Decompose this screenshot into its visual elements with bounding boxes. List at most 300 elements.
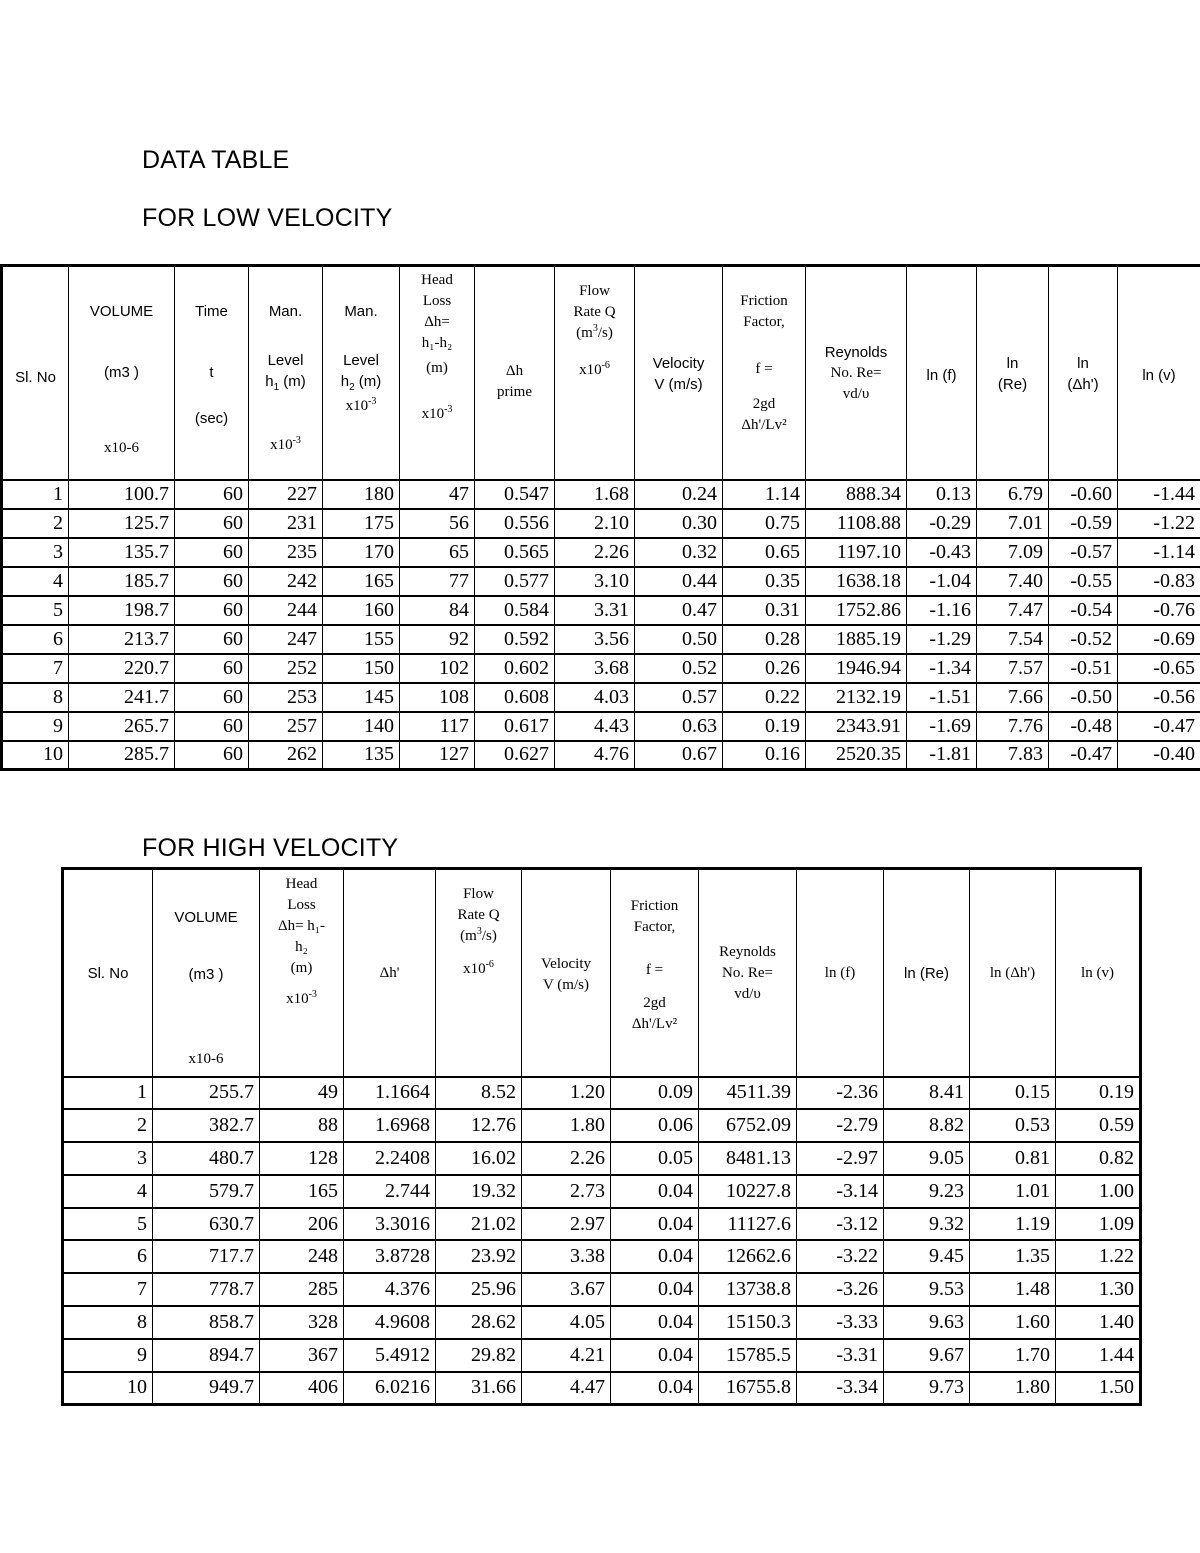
low-table-cell: 244 <box>249 596 323 625</box>
low-table-cell: 155 <box>323 625 400 654</box>
low-table-cell: 125.7 <box>69 509 175 538</box>
low-table-cell: -0.40 <box>1118 741 1200 770</box>
high-table-cell: 9.45 <box>884 1240 970 1273</box>
high-lnre-label: ln (Re) <box>903 965 949 982</box>
high-table-cell: 5.4912 <box>344 1339 436 1372</box>
high-table-cell: 12.76 <box>436 1109 522 1142</box>
high-header-lndh <box>970 869 1056 1077</box>
low-table-cell: 3.31 <box>555 596 635 625</box>
high-table-cell: 0.04 <box>611 1339 699 1372</box>
high-table-cell: 1.60 <box>970 1306 1056 1339</box>
low-lnre-line1: ln <box>1006 355 1019 372</box>
low-table-cell: 7.57 <box>977 654 1049 683</box>
low-table-cell: 227 <box>249 480 323 509</box>
high-table-cell: 0.04 <box>611 1240 699 1273</box>
low-table-cell: 145 <box>323 683 400 712</box>
low-table-cell: -1.69 <box>907 712 977 741</box>
low-header-headloss <box>400 266 475 480</box>
high-table-cell: 0.05 <box>611 1142 699 1175</box>
high-table-cell: 10 <box>63 1372 153 1405</box>
high-table-cell: 248 <box>260 1240 344 1273</box>
low-table-cell: 0.24 <box>635 480 723 509</box>
low-table-cell: -1.44 <box>1118 480 1200 509</box>
low-table-cell: 0.31 <box>723 596 806 625</box>
high-table-row <box>63 1240 1141 1273</box>
high-flow-unit-exp: 3 <box>476 926 482 937</box>
low-header-lndh <box>1049 266 1118 480</box>
high-header-reynolds <box>699 869 797 1077</box>
low-table-cell: 1108.88 <box>806 509 907 538</box>
low-man1-symbol: h <box>265 373 274 390</box>
high-table-cell: 1.6968 <box>344 1109 436 1142</box>
low-table-cell: -1.22 <box>1118 509 1200 538</box>
high-table-cell: 3.67 <box>522 1273 611 1306</box>
low-friction-line1: Friction <box>740 293 788 309</box>
high-flow-mult: x10 <box>463 961 486 977</box>
high-table-cell: 1.50 <box>1056 1372 1141 1405</box>
high-dh-label: Δh' <box>379 965 400 981</box>
low-table-cell: 888.34 <box>806 480 907 509</box>
high-table-cell: 1.80 <box>522 1109 611 1142</box>
low-table-cell: 60 <box>175 480 249 509</box>
high-table-cell: 9.32 <box>884 1208 970 1241</box>
low-header-dh-prime <box>475 266 555 480</box>
high-friction-num: 2gd <box>643 995 666 1011</box>
high-table-cell: 16755.8 <box>699 1372 797 1405</box>
high-table-cell: 6.0216 <box>344 1372 436 1405</box>
low-flow-exp: -6 <box>601 360 610 371</box>
high-table-cell: 0.53 <box>970 1109 1056 1142</box>
high-table-cell: 8.52 <box>436 1077 522 1110</box>
low-table-cell: 4.76 <box>555 741 635 770</box>
high-table-cell: 1.00 <box>1056 1175 1141 1208</box>
low-table-cell: 117 <box>400 712 475 741</box>
low-table-cell: 60 <box>175 538 249 567</box>
low-header-man2 <box>323 266 400 480</box>
low-table-cell: 185.7 <box>69 567 175 596</box>
low-table-row <box>2 741 1200 770</box>
low-table-row <box>2 480 1200 509</box>
low-table-cell: -1.51 <box>907 683 977 712</box>
high-table-row <box>63 1273 1141 1306</box>
high-table-cell: 0.19 <box>1056 1077 1141 1110</box>
low-table-cell: 213.7 <box>69 625 175 654</box>
low-table-cell: 0.602 <box>475 654 555 683</box>
low-table-row <box>2 683 1200 712</box>
low-table-cell: 4.03 <box>555 683 635 712</box>
high-lnf-label: ln (f) <box>824 965 856 981</box>
high-table-row <box>63 1372 1141 1405</box>
low-table-cell: 47 <box>400 480 475 509</box>
high-table-cell: 778.7 <box>153 1273 260 1306</box>
high-table-cell: 579.7 <box>153 1175 260 1208</box>
high-headloss-unit: (m) <box>290 960 313 976</box>
low-header-sl-label: Sl. No <box>15 369 56 387</box>
page-title: DATA TABLE <box>142 146 290 174</box>
low-table-cell: 1 <box>2 480 69 509</box>
high-table-row <box>63 1339 1141 1372</box>
low-table-cell: 165 <box>323 567 400 596</box>
low-table-body <box>2 480 1200 770</box>
low-table-cell: 100.7 <box>69 480 175 509</box>
high-header-friction <box>611 869 699 1077</box>
high-table-cell: 285 <box>260 1273 344 1306</box>
low-man2-exp: -3 <box>368 396 377 407</box>
low-header-volume <box>69 266 175 480</box>
low-table-cell: 252 <box>249 654 323 683</box>
low-man2-symbol: h <box>340 373 350 390</box>
low-volume-label: VOLUME <box>89 303 154 320</box>
high-table-cell: 25.96 <box>436 1273 522 1306</box>
low-table-row <box>2 538 1200 567</box>
low-table-cell: -0.76 <box>1118 596 1200 625</box>
high-table-cell: 1.80 <box>970 1372 1056 1405</box>
low-table-cell: 1638.18 <box>806 567 907 596</box>
high-table-cell: 0.59 <box>1056 1109 1141 1142</box>
high-table-cell: 8.82 <box>884 1109 970 1142</box>
high-header-row <box>63 869 1141 1077</box>
high-table-cell: 2.26 <box>522 1142 611 1175</box>
low-table-cell: 0.50 <box>635 625 723 654</box>
high-table-row <box>63 1142 1141 1175</box>
low-table-cell: -0.29 <box>907 509 977 538</box>
low-table-cell: 0.28 <box>723 625 806 654</box>
low-table-cell: 0.75 <box>723 509 806 538</box>
high-table-cell: 1.40 <box>1056 1306 1141 1339</box>
high-table-cell: 630.7 <box>153 1208 260 1241</box>
low-table-cell: 60 <box>175 567 249 596</box>
low-table-cell: 235 <box>249 538 323 567</box>
high-table-cell: 480.7 <box>153 1142 260 1175</box>
high-header-dh <box>344 869 436 1077</box>
low-table-cell: 4.43 <box>555 712 635 741</box>
high-velocity-table <box>61 867 1142 1406</box>
low-table-cell: 0.63 <box>635 712 723 741</box>
low-dh-label: Δh <box>505 363 524 379</box>
high-table-cell: 13738.8 <box>699 1273 797 1306</box>
low-table-cell: -0.43 <box>907 538 977 567</box>
high-table-cell: 0.09 <box>611 1077 699 1110</box>
low-dh-prime-label: prime <box>497 384 532 400</box>
low-header-velocity <box>635 266 723 480</box>
high-table-cell: 8481.13 <box>699 1142 797 1175</box>
low-table-cell: 135 <box>323 741 400 770</box>
low-man1-label: Man. <box>268 303 303 320</box>
low-table-cell: 150 <box>323 654 400 683</box>
low-velocity-line1: Velocity <box>652 355 705 372</box>
low-table-cell: 0.19 <box>723 712 806 741</box>
low-table-cell: 285.7 <box>69 741 175 770</box>
low-table-cell: -0.56 <box>1118 683 1200 712</box>
low-table-cell: 9 <box>2 712 69 741</box>
low-table-cell: 265.7 <box>69 712 175 741</box>
high-table-cell: 49 <box>260 1077 344 1110</box>
high-reynolds-line3: vd/υ <box>734 986 761 1002</box>
high-friction-den: Δh'/Lv² <box>631 1016 678 1032</box>
high-table-cell: -2.97 <box>797 1142 884 1175</box>
low-table-cell: 0.565 <box>475 538 555 567</box>
low-table-cell: 10 <box>2 741 69 770</box>
high-headloss-mult: x10 <box>286 991 309 1007</box>
high-reynolds-line1: Reynolds <box>719 944 776 960</box>
high-table-cell: 1.01 <box>970 1175 1056 1208</box>
low-table-cell: 60 <box>175 596 249 625</box>
high-table-cell: 328 <box>260 1306 344 1339</box>
high-table-cell: 3.3016 <box>344 1208 436 1241</box>
low-headloss-mult: x10 <box>421 406 445 422</box>
low-velocity-table <box>0 264 1200 771</box>
low-table-cell: 175 <box>323 509 400 538</box>
low-table-cell: 3 <box>2 538 69 567</box>
high-velocity-line1: Velocity <box>541 956 591 972</box>
high-table-cell: 0.82 <box>1056 1142 1141 1175</box>
high-table-cell: 9.23 <box>884 1175 970 1208</box>
high-table-cell: -3.12 <box>797 1208 884 1241</box>
low-table-cell: 0.13 <box>907 480 977 509</box>
low-table-cell: 231 <box>249 509 323 538</box>
low-table-row <box>2 712 1200 741</box>
low-table-cell: 1.68 <box>555 480 635 509</box>
low-table-cell: 0.30 <box>635 509 723 538</box>
low-table-cell: -0.83 <box>1118 567 1200 596</box>
low-table-cell: 1197.10 <box>806 538 907 567</box>
high-table-cell: 949.7 <box>153 1372 260 1405</box>
low-table-row <box>2 509 1200 538</box>
high-table-cell: 7 <box>63 1273 153 1306</box>
high-table-cell: 858.7 <box>153 1306 260 1339</box>
low-table-cell: 3.10 <box>555 567 635 596</box>
low-flow-mult: x10 <box>579 362 602 378</box>
high-table-row <box>63 1175 1141 1208</box>
high-table-cell: 2 <box>63 1109 153 1142</box>
high-table-cell: 31.66 <box>436 1372 522 1405</box>
high-table-cell: 382.7 <box>153 1109 260 1142</box>
low-man2-mult: x10 <box>345 398 369 414</box>
high-friction-line2: Factor, <box>633 919 676 935</box>
high-flow-unit-end: /s) <box>481 928 497 944</box>
low-table-cell: -1.29 <box>907 625 977 654</box>
low-velocity-heading: FOR LOW VELOCITY <box>142 204 393 232</box>
low-table-cell: 60 <box>175 654 249 683</box>
high-reynolds-line2: No. Re= <box>722 965 773 981</box>
high-table-cell: 10227.8 <box>699 1175 797 1208</box>
low-table-cell: -0.52 <box>1049 625 1118 654</box>
low-table-cell: 0.32 <box>635 538 723 567</box>
low-table-cell: -1.16 <box>907 596 977 625</box>
low-table-cell: 198.7 <box>69 596 175 625</box>
low-table-cell: 0.556 <box>475 509 555 538</box>
high-table-cell: 11127.6 <box>699 1208 797 1241</box>
low-table-cell: 0.608 <box>475 683 555 712</box>
high-table-cell: -3.34 <box>797 1372 884 1405</box>
low-table-cell: 3.56 <box>555 625 635 654</box>
low-friction-line2: Factor, <box>743 314 785 330</box>
high-table-body <box>63 1077 1141 1405</box>
high-header-volume <box>153 869 260 1077</box>
low-table-cell: 2343.91 <box>806 712 907 741</box>
high-flow-line1: Flow <box>463 886 494 902</box>
low-table-row <box>2 625 1200 654</box>
low-header-friction <box>723 266 806 480</box>
low-header-reynolds <box>806 266 907 480</box>
low-flow-unit-end: /s) <box>597 325 613 341</box>
high-lnv-label: ln (v) <box>1081 965 1114 981</box>
low-header-lnv <box>1118 266 1200 480</box>
low-table-cell: 242 <box>249 567 323 596</box>
high-table-cell: 8 <box>63 1306 153 1339</box>
high-table-cell: 9.63 <box>884 1306 970 1339</box>
high-table-cell: 1.20 <box>522 1077 611 1110</box>
low-table-cell: 60 <box>175 625 249 654</box>
high-header-flow <box>436 869 522 1077</box>
high-table-cell: 165 <box>260 1175 344 1208</box>
high-headloss-line2: Loss <box>287 897 316 913</box>
low-table-cell: -1.81 <box>907 741 977 770</box>
low-table-cell: 0.44 <box>635 567 723 596</box>
low-table-cell: 2 <box>2 509 69 538</box>
low-table-cell: 1885.19 <box>806 625 907 654</box>
low-table-cell: 5 <box>2 596 69 625</box>
high-headloss-line3: Δh= h₁- <box>277 918 326 934</box>
low-table-row <box>2 654 1200 683</box>
low-header-lnre <box>977 266 1049 480</box>
low-table-cell: 77 <box>400 567 475 596</box>
high-table-cell: 894.7 <box>153 1339 260 1372</box>
low-table-cell: 247 <box>249 625 323 654</box>
low-man2-level: Level <box>343 352 379 369</box>
low-headloss-line2: Loss <box>422 293 452 309</box>
low-table-cell: 108 <box>400 683 475 712</box>
high-flow-unit: (m <box>460 928 477 944</box>
high-table-cell: -3.22 <box>797 1240 884 1273</box>
high-table-cell: 12662.6 <box>699 1240 797 1273</box>
high-table-cell: 255.7 <box>153 1077 260 1110</box>
high-table-cell: 2.744 <box>344 1175 436 1208</box>
low-table-cell: 0.592 <box>475 625 555 654</box>
high-header-lnre <box>884 869 970 1077</box>
low-table-cell: 2520.35 <box>806 741 907 770</box>
low-table-cell: 2.10 <box>555 509 635 538</box>
low-table-cell: 170 <box>323 538 400 567</box>
low-flow-line2: Rate Q <box>573 304 616 320</box>
high-table-cell: 4 <box>63 1175 153 1208</box>
low-header-flow <box>555 266 635 480</box>
low-header-sl <box>2 266 69 480</box>
low-table-cell: 0.57 <box>635 683 723 712</box>
high-table-cell: 1.44 <box>1056 1339 1141 1372</box>
low-table-cell: 0.22 <box>723 683 806 712</box>
high-header-velocity <box>522 869 611 1077</box>
high-table-cell: 4.9608 <box>344 1306 436 1339</box>
low-table-cell: -0.48 <box>1049 712 1118 741</box>
high-table-cell: 3.38 <box>522 1240 611 1273</box>
low-table-cell: -0.54 <box>1049 596 1118 625</box>
high-velocity-line2: V (m/s) <box>543 977 589 993</box>
high-table-cell: 8.41 <box>884 1077 970 1110</box>
high-headloss-line4: h₂ <box>295 939 308 955</box>
low-table-cell: 6.79 <box>977 480 1049 509</box>
low-table-cell: -1.34 <box>907 654 977 683</box>
low-table-cell: 0.617 <box>475 712 555 741</box>
high-table-cell: 6 <box>63 1240 153 1273</box>
low-volume-mult: x10-6 <box>104 440 139 456</box>
high-table-cell: 128 <box>260 1142 344 1175</box>
high-table-cell: 6752.09 <box>699 1109 797 1142</box>
high-table-cell: 9.53 <box>884 1273 970 1306</box>
high-table-cell: -3.33 <box>797 1306 884 1339</box>
high-table-cell: 0.81 <box>970 1142 1056 1175</box>
low-table-cell: -0.47 <box>1049 741 1118 770</box>
high-table-cell: 0.15 <box>970 1077 1056 1110</box>
high-table-cell: 406 <box>260 1372 344 1405</box>
low-table-cell: -1.04 <box>907 567 977 596</box>
low-table-cell: -0.65 <box>1118 654 1200 683</box>
high-table-cell: 9 <box>63 1339 153 1372</box>
high-table-cell: 15785.5 <box>699 1339 797 1372</box>
low-table-row <box>2 567 1200 596</box>
low-table-cell: 220.7 <box>69 654 175 683</box>
low-table-cell: 7.54 <box>977 625 1049 654</box>
low-reynolds-line1: Reynolds <box>824 344 888 361</box>
low-table-cell: 0.627 <box>475 741 555 770</box>
low-lnre-line2: (Re) <box>997 376 1028 393</box>
low-table-cell: 0.52 <box>635 654 723 683</box>
low-table-cell: 140 <box>323 712 400 741</box>
high-table-cell: 0.04 <box>611 1273 699 1306</box>
high-table-cell: 3 <box>63 1142 153 1175</box>
low-table-cell: 60 <box>175 509 249 538</box>
high-velocity-heading: FOR HIGH VELOCITY <box>142 834 399 862</box>
high-table-cell: 4.47 <box>522 1372 611 1405</box>
low-table-cell: -0.55 <box>1049 567 1118 596</box>
low-time-symbol: t <box>209 364 214 381</box>
low-flow-unit: (m <box>576 325 593 341</box>
high-table-cell: 4.376 <box>344 1273 436 1306</box>
high-table-cell: -2.79 <box>797 1109 884 1142</box>
low-table-cell: 65 <box>400 538 475 567</box>
low-man2-label: Man. <box>344 303 378 320</box>
low-table-cell: 60 <box>175 741 249 770</box>
low-table-cell: 257 <box>249 712 323 741</box>
high-headloss-line1: Head <box>285 876 318 892</box>
low-table-cell: 60 <box>175 683 249 712</box>
high-table-cell: 1.22 <box>1056 1240 1141 1273</box>
low-table-cell: 7.47 <box>977 596 1049 625</box>
high-volume-label: VOLUME <box>174 909 238 926</box>
low-friction-num: 2gd <box>752 396 776 412</box>
low-flow-unit-exp: 3 <box>592 323 598 334</box>
high-table-cell: 2.97 <box>522 1208 611 1241</box>
low-header-row <box>2 266 1200 480</box>
low-table-cell: 180 <box>323 480 400 509</box>
high-table-row <box>63 1077 1141 1110</box>
high-table-cell: 0.04 <box>611 1372 699 1405</box>
high-table-cell: 1.1664 <box>344 1077 436 1110</box>
high-friction-eq: f = <box>645 962 664 978</box>
low-reynolds-line3: vd/υ <box>842 386 870 402</box>
low-table-cell: 262 <box>249 741 323 770</box>
low-table-cell: 0.16 <box>723 741 806 770</box>
high-table-cell: -3.31 <box>797 1339 884 1372</box>
high-table-cell: 3.8728 <box>344 1240 436 1273</box>
low-velocity-line2: V (m/s) <box>654 376 703 393</box>
high-lndh-label: ln (Δh') <box>989 965 1036 981</box>
low-table-cell: 8 <box>2 683 69 712</box>
low-table-cell: 56 <box>400 509 475 538</box>
low-table-cell: 84 <box>400 596 475 625</box>
low-table-cell: 7.09 <box>977 538 1049 567</box>
low-table-cell: -0.57 <box>1049 538 1118 567</box>
